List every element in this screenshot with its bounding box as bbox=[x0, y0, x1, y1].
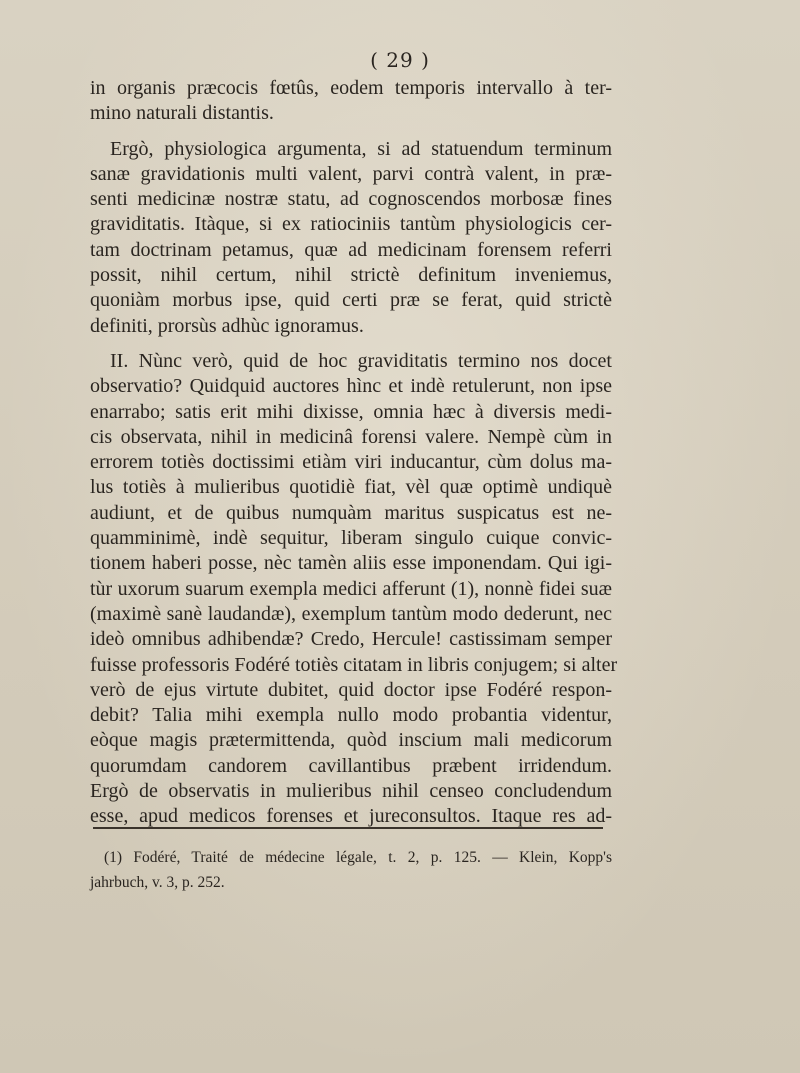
text-line: fuisse professoris Fodéré totiès citatam in libris conjugem; si alter bbox=[90, 653, 618, 676]
footnote bbox=[90, 845, 612, 895]
text-line: esse, apud medicos forenses et jureconsultos. Itaque res ad- bbox=[90, 805, 612, 828]
text-line: tionem haberi posse, nèc tamèn aliis esse imponendam. Qui igi- bbox=[90, 552, 612, 575]
text-line: quamminimè, indè sequitur, liberam singulo cuique convic- bbox=[90, 527, 612, 550]
footnote-divider bbox=[93, 827, 603, 829]
text-line: cis observata, nihil in medicinâ forensi valere. Nempè cùm in bbox=[90, 425, 612, 448]
text-line: senti medicinæ nostræ statu, ad cognoscendos morbosæ fines bbox=[90, 188, 612, 211]
text-line: lus totiès à mulieribus quotidiè fiat, vèl quæ optimè undiquè bbox=[90, 476, 612, 499]
text-line: Ergò, physiologica argumenta, si ad statuendum terminum bbox=[110, 137, 612, 160]
paragraph bbox=[90, 349, 618, 830]
text-line: graviditatis. Itàque, si ex ratiociniis tantùm physiologicis cer- bbox=[90, 213, 612, 236]
footnote-line: (1) Fodéré, Traité de médecine légale, t. 2, p. 125. — Klein, Kopp's bbox=[104, 849, 612, 866]
paragraph bbox=[90, 76, 612, 127]
text-line: audiunt, et de quibus numquàm maritus suspicatus est ne- bbox=[90, 501, 612, 524]
paragraph bbox=[90, 137, 612, 339]
text-line: II. Nùnc verò, quid de hoc graviditatis termino nos docet bbox=[110, 349, 612, 372]
text-line: quoniàm morbus ipse, quid certi præ se ferat, quid strictè bbox=[90, 289, 612, 312]
text-line: tam doctrinam petamus, quæ ad medicinam forensem referri bbox=[90, 238, 612, 261]
body-text bbox=[90, 76, 618, 830]
text-line: quorumdam candorem cavillantibus præbent irridendum. bbox=[90, 754, 612, 777]
text-line: errorem totiès doctissimi etiàm viri inducantur, cùm dolus ma- bbox=[90, 451, 612, 474]
text-line: in organis præcocis fœtûs, eodem temporis intervallo à ter- bbox=[90, 77, 612, 99]
text-line: mino naturali distantis. bbox=[90, 102, 274, 125]
text-line: sanæ gravidationis multi valent, parvi contrà valent, in præ- bbox=[90, 162, 612, 185]
text-line: tùr uxorum suarum exempla medici afferunt (1), nonnè fidei suæ bbox=[90, 577, 612, 600]
text-line: verò de ejus virtute dubitet, quid doctor ipse Fodéré respon- bbox=[90, 678, 612, 701]
page-number: ( 29 ) bbox=[370, 48, 430, 72]
text-line: debit? Talia mihi exempla nullo modo probantia videntur, bbox=[90, 704, 612, 727]
text-line: ideò omnibus adhibendæ? Credo, Hercule! castissimam semper bbox=[90, 628, 612, 651]
text-line: possit, nihil certum, nihil strictè definitum inveniemus, bbox=[90, 264, 612, 287]
footnote-line: jahrbuch, v. 3, p. 252. bbox=[90, 874, 225, 891]
text-line: Ergò de observatis in mulieribus nihil censeo concludendum bbox=[90, 780, 612, 803]
text-line: observatio? Quidquid auctores hìnc et indè retulerunt, non ipse bbox=[90, 375, 612, 398]
text-line: eòque magis prætermittenda, quòd inscium mali medicorum bbox=[90, 729, 612, 752]
text-line: enarrabo; satis erit mihi dixisse, omnia hæc à diversis medi- bbox=[90, 400, 612, 423]
text-line: (maximè sanè laudandæ), exemplum tantùm modo dederunt, nec bbox=[90, 602, 612, 625]
text-line: definiti, prorsùs adhùc ignoramus. bbox=[90, 314, 364, 337]
